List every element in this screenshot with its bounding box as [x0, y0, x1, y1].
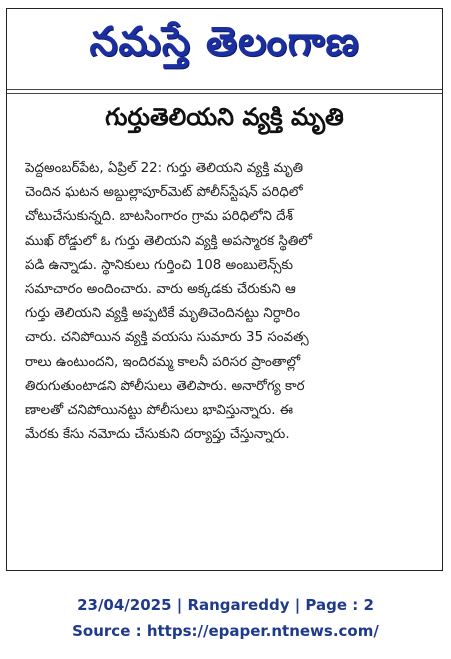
article-body-line: తిరుగుతుంటాడని పోలీసులు తెలిపారు. అనారోగ్య కార [25, 378, 305, 394]
masthead-divider-bottom [7, 93, 442, 94]
article-body-line: పడి ఉన్నాడు. స్థానికులు గుర్తించి 108 అంబులెన్స్‌కు [25, 257, 294, 273]
footer-source: Source : https://epaper.ntnews.com/ [72, 622, 379, 640]
article-body-line: సమాచారం అందించారు. వారు అక్కడకు చేరుకుని ఆ [25, 282, 296, 298]
article-body-line: పెద్దఅంబర్‌పేట, ఏప్రిల్ 22: గుర్తు తెలియని వ్యక్తి మృతి [25, 161, 304, 176]
article-headline: గుర్తుతెలియని వ్యక్తి మృతి [105, 103, 344, 131]
clipping-footer [0, 592, 451, 644]
article-body-line: చోటుచేసుకున్నది. బాటసింగారం గ్రామ పరిధిలోని దేశ్ [25, 209, 293, 225]
footer-dateline: 23/04/2025 | Rangareddy | Page : 2 [77, 596, 374, 614]
article-body-line: రాలు ఉంటుందని, ఇందిరమ్మ కాలనీ పరిసర ప్రాంతాల్లో [25, 354, 301, 370]
masthead-divider-top [7, 89, 442, 90]
newspaper-masthead [7, 9, 442, 85]
masthead-logo-text: నమస్తే తెలంగాణ [89, 19, 360, 65]
article-body-line: చెందిన ఘటన అబ్దుల్లాపూర్‌మెట్ పోలీస్‌స్టేషన్ పరిధిలో [25, 185, 303, 201]
article-body-line: ణాలతో చనిపోయినట్టు పోలీసులు భావిస్తున్నారు. ఈ [25, 403, 294, 419]
article-body-line: ముఖ్ రోడ్డులో ఓ గుర్తు తెలియని వ్యక్తి అపస్మారక స్థితిలో [25, 233, 313, 249]
article-body [25, 157, 425, 447]
article-body-line: గుర్తు తెలియని వ్యక్తి అప్పటికే మృతిచెందినట్టు నిర్ధారిం [25, 306, 300, 322]
article-body-line: మేరకు కేసు నమోదు చేసుకుని దర్యాప్తు చేస్తున్నారు. [25, 427, 290, 443]
article-body-line: చారు. చనిపోయిన వ్యక్తి వయసు సుమారు 35 సంవత్స [25, 330, 309, 346]
clipping-frame [6, 8, 443, 571]
